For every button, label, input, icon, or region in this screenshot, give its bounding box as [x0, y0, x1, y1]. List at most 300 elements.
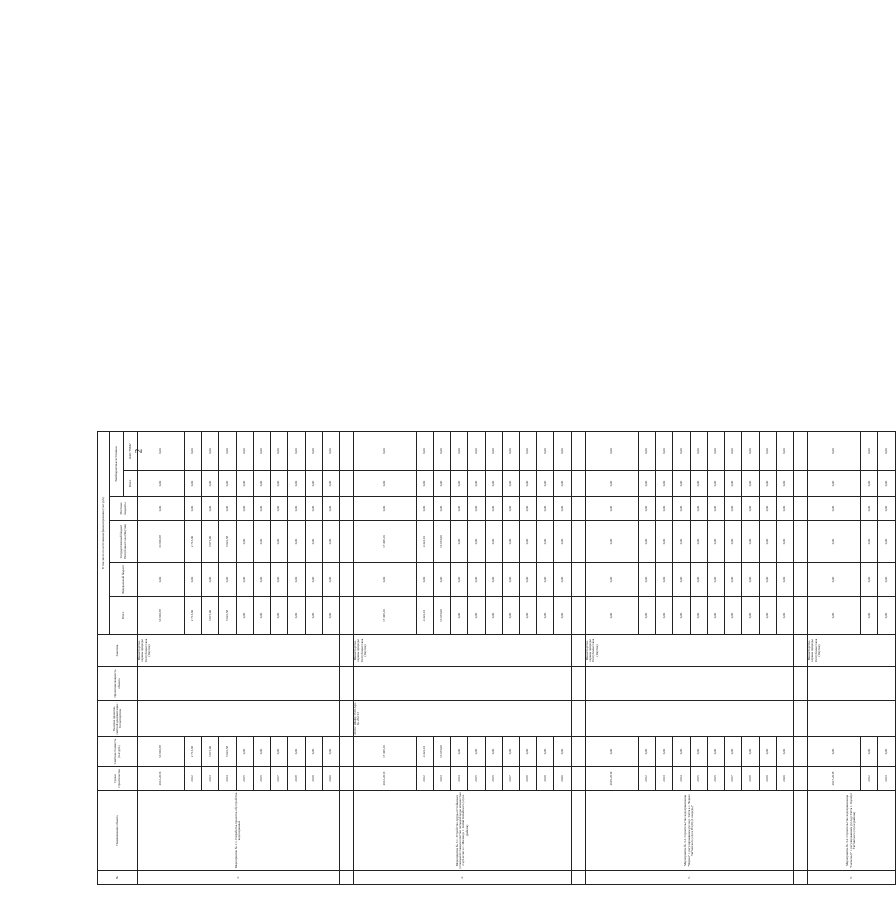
year-value: 0,00	[707, 597, 724, 635]
year-value: 0,00	[742, 521, 759, 563]
year-value: 13 073,00	[433, 737, 450, 767]
project-name: Мероприятие № 3.4. Строительство водохранилища "Сасыльыт" с регулированием русла р.Татта с. Боробул Таттинского улуса (района)	[808, 791, 896, 871]
year-value: 0,00	[656, 471, 673, 497]
project-psd	[585, 701, 793, 737]
year-value: 0,00	[673, 597, 690, 635]
year-value: 0,00	[707, 737, 724, 767]
year-value: 0,00	[776, 737, 793, 767]
gap-cell	[571, 563, 585, 597]
year-value: 0,00	[554, 737, 571, 767]
year-value: 0,00	[878, 431, 896, 470]
year-value: 0,00	[759, 737, 776, 767]
year-value: 0,00	[519, 431, 536, 470]
investment-program-table	[97, 431, 896, 885]
year-cell: 2020	[776, 767, 793, 791]
year-value: 0,00	[202, 563, 219, 597]
year-value: 0,00	[759, 431, 776, 470]
year-value: 0,00	[725, 737, 742, 767]
year-value: 0,00	[861, 563, 878, 597]
year-value: 0,00	[519, 737, 536, 767]
year-value: 3 971,00	[202, 521, 219, 563]
gap-cell	[571, 737, 585, 767]
year-value: 2 713,06	[184, 737, 201, 767]
year-value: 0,00	[433, 497, 450, 521]
year-value: 0,00	[322, 521, 339, 563]
project-federal: 0,00	[138, 563, 185, 597]
gap-cell	[339, 701, 353, 737]
project-cost: 0,00	[585, 737, 638, 767]
year-value: 0,00	[451, 521, 468, 563]
project-row	[354, 431, 417, 884]
year-cell: 2017	[725, 767, 742, 791]
year-value: 0,00	[288, 737, 305, 767]
year-value: 0,00	[305, 521, 322, 563]
gap-cell	[793, 737, 807, 767]
year-value: 0,00	[519, 521, 536, 563]
year-value: 3 922,58	[219, 737, 236, 767]
year-value: 0,00	[690, 431, 707, 470]
year-value: 0,00	[236, 471, 253, 497]
year-cell: 2020	[322, 767, 339, 791]
year-value: 0,00	[861, 497, 878, 521]
year-value: 0,00	[861, 471, 878, 497]
rotated-table-sheet	[97, 86, 889, 885]
year-value: 0,00	[202, 497, 219, 521]
year-value: 0,00	[537, 431, 554, 470]
year-cell: 2016	[253, 767, 270, 791]
gap-cell	[339, 521, 353, 563]
year-value: 0,00	[861, 521, 878, 563]
year-value: 0,00	[742, 563, 759, 597]
year-cell: 2015	[468, 767, 485, 791]
header-customer: Заказчик	[98, 635, 138, 667]
year-cell: 2016	[707, 767, 724, 791]
year-value: 0,00	[288, 521, 305, 563]
year-value: 4 422,10	[416, 521, 433, 563]
year-value: 0,00	[638, 497, 655, 521]
gap-cell	[339, 767, 353, 791]
year-cell: 2020	[554, 767, 571, 791]
year-value: 0,00	[451, 597, 468, 635]
header-term: Сроки строительства	[98, 767, 138, 791]
year-value: 0,00	[502, 471, 519, 497]
year-value: 0,00	[759, 597, 776, 635]
year-value: 0,00	[776, 563, 793, 597]
project-psd	[808, 701, 896, 737]
year-value: 0,00	[184, 431, 201, 470]
year-value: 0,00	[184, 563, 201, 597]
header-no: №	[98, 871, 138, 885]
year-cell: 2013	[433, 767, 450, 791]
year-value: 0,00	[638, 597, 655, 635]
year-cell: 2019	[537, 767, 554, 791]
project-psd	[138, 701, 340, 737]
year-cell: 2012	[184, 767, 201, 791]
year-value: 0,00	[861, 597, 878, 635]
header-federal: Федеральный бюджет	[110, 563, 138, 597]
year-value: 0,00	[502, 497, 519, 521]
year-value: 0,00	[537, 521, 554, 563]
year-cell: 2014	[451, 767, 468, 791]
year-value: 0,00	[878, 563, 896, 597]
year-value: 0,00	[253, 497, 270, 521]
year-value: 0,00	[656, 431, 673, 470]
project-customer: Министерство охраны природы Республики Саха (Якутия)	[354, 635, 572, 667]
year-value: 0,00	[638, 563, 655, 597]
year-value: 0,00	[776, 471, 793, 497]
project-no: 5.	[585, 871, 793, 885]
year-value: 0,00	[537, 563, 554, 597]
table-body	[138, 431, 896, 884]
year-value: 0,00	[485, 497, 502, 521]
year-value: 0,00	[433, 471, 450, 497]
year-value: 0,00	[502, 431, 519, 470]
project-extra-total: 0,00	[354, 471, 417, 497]
year-value: 0,00	[305, 597, 322, 635]
project-local: 0,00	[354, 497, 417, 521]
year-value: 0,00	[502, 597, 519, 635]
gap-cell	[339, 497, 353, 521]
gap-cell	[793, 497, 807, 521]
year-cell: 2017	[502, 767, 519, 791]
year-value: 0,00	[742, 497, 759, 521]
year-value: 0,00	[554, 597, 571, 635]
year-value: 0,00	[707, 431, 724, 470]
year-value: 0,00	[485, 431, 502, 470]
year-value: 0,00	[236, 431, 253, 470]
project-psd: 2010 г. Шифр 1510 Арх. № 202/13	[354, 701, 572, 737]
year-value: 0,00	[707, 563, 724, 597]
year-value: 3 922,58	[219, 597, 236, 635]
year-value: 0,00	[690, 563, 707, 597]
year-value: 0,00	[502, 521, 519, 563]
page-number: 2	[133, 448, 144, 454]
year-value: 0,00	[416, 497, 433, 521]
year-value: 0,00	[725, 563, 742, 597]
project-name: Мероприятие № 3.1. Устройство пруда-отстойника и установкой станции очистки питьевой воды мощностью 2 куб.м/час в с. Мичиндэ с. Кобяй Кобяйского улуса (района)	[354, 791, 572, 871]
year-value: 0,00	[236, 597, 253, 635]
project-customer: Министерство охраны природы Республики Саха (Якутия)	[138, 635, 340, 667]
gap-cell	[793, 431, 807, 470]
gap-cell	[339, 431, 353, 470]
project-federal: 0,00	[808, 563, 861, 597]
year-value: 0,00	[656, 563, 673, 597]
header-cost: Сметная стоимость (тыс.руб.)	[98, 737, 138, 767]
year-value: 0,00	[236, 521, 253, 563]
year-value: 2 713,00	[184, 521, 201, 563]
header-extra-group: Внебюджетные источники	[110, 431, 124, 496]
project-power	[808, 667, 896, 701]
year-value: 0,00	[219, 471, 236, 497]
year-value: 0,00	[656, 597, 673, 635]
project-power	[354, 667, 572, 701]
year-value: 0,00	[416, 431, 433, 470]
year-value: 0,00	[759, 471, 776, 497]
year-value: 0,00	[759, 563, 776, 597]
year-value: 0,00	[690, 521, 707, 563]
year-value: 0,00	[271, 521, 288, 563]
project-state: 10 606,58	[138, 521, 185, 563]
year-value: 0,00	[707, 471, 724, 497]
year-value: 0,00	[707, 521, 724, 563]
year-cell: 2016	[485, 767, 502, 791]
year-value: 0,00	[271, 471, 288, 497]
gap-cell	[793, 471, 807, 497]
year-value: 0,00	[416, 563, 433, 597]
year-value: 0,00	[253, 737, 270, 767]
year-value: 0,00	[485, 563, 502, 597]
year-value: 3 971,00	[202, 737, 219, 767]
year-value: 0,00	[673, 431, 690, 470]
year-value: 0,00	[202, 431, 219, 470]
year-value: 0,00	[184, 471, 201, 497]
header-funding-group: В том числе по источникам финансирования (тыс.руб.)	[98, 431, 110, 634]
gap-cell	[571, 635, 585, 667]
project-state: 0,00	[585, 521, 638, 563]
year-value: 0,00	[759, 497, 776, 521]
year-value: 0,00	[451, 431, 468, 470]
gap-cell	[793, 597, 807, 635]
project-state: 0,00	[808, 521, 861, 563]
project-cost: 0,00	[808, 737, 861, 767]
year-value: 0,00	[288, 431, 305, 470]
project-total: 0,00	[808, 597, 861, 635]
project-federal: 0,00	[585, 563, 638, 597]
project-row	[585, 431, 638, 884]
project-customer: Министерство охраны природы Республики Саха (Якутия)	[808, 635, 896, 667]
project-extra-company: 0,00	[585, 431, 638, 470]
project-extra-total: 0,00	[585, 471, 638, 497]
gap-cell	[793, 701, 807, 737]
section-gap-row	[793, 431, 807, 884]
gap-cell	[339, 737, 353, 767]
gap-cell	[793, 767, 807, 791]
year-value: 0,00	[288, 563, 305, 597]
project-extra-total: 0,00	[138, 471, 185, 497]
year-value: 0,00	[271, 431, 288, 470]
year-value: 0,00	[219, 431, 236, 470]
year-value: 0,00	[725, 471, 742, 497]
header-power: Проектная мощность объекта	[98, 667, 138, 701]
year-value: 0,00	[202, 471, 219, 497]
project-extra-company: 0,00	[138, 431, 185, 470]
year-value: 0,00	[322, 737, 339, 767]
project-local: 0,00	[585, 497, 638, 521]
year-cell: 2018	[742, 767, 759, 791]
year-value: 0,00	[537, 597, 554, 635]
year-cell: 2014	[219, 767, 236, 791]
year-cell: 2019	[759, 767, 776, 791]
project-cost: 10 606,58	[138, 737, 185, 767]
project-local: 0,00	[808, 497, 861, 521]
year-value: 0,00	[288, 471, 305, 497]
year-value: 0,00	[554, 471, 571, 497]
year-value: 0,00	[554, 497, 571, 521]
gap-cell	[571, 497, 585, 521]
year-value: 0,00	[638, 737, 655, 767]
year-value: 0,00	[451, 737, 468, 767]
project-row	[808, 431, 861, 884]
header-local: Местные бюджеты	[110, 497, 138, 521]
project-federal: 0,00	[354, 563, 417, 597]
gap-cell	[339, 871, 353, 885]
year-value: 0,00	[725, 597, 742, 635]
project-local: 0,00	[138, 497, 185, 521]
project-name: Мероприятие № 3.3. Строительство водохранилища "Черкех" с регулированием русла р. Татта в с. Черкех Таттинского улуса РС(Я) (2 очередь)"	[585, 791, 793, 871]
year-value: 0,00	[468, 431, 485, 470]
gap-cell	[339, 597, 353, 635]
year-value: 0,00	[776, 497, 793, 521]
project-no: 3.	[138, 871, 340, 885]
year-value: 0,00	[776, 597, 793, 635]
header-extra-total: Всего	[124, 471, 138, 497]
year-value: 0,00	[184, 497, 201, 521]
gap-cell	[571, 767, 585, 791]
gap-cell	[571, 521, 585, 563]
year-value: 0,00	[271, 597, 288, 635]
year-cell: 2017	[271, 767, 288, 791]
project-total: 10 606,58	[138, 597, 185, 635]
year-value: 0,00	[554, 431, 571, 470]
year-value: 0,00	[638, 471, 655, 497]
project-extra-company: 0,00	[808, 431, 861, 470]
year-value: 0,00	[468, 737, 485, 767]
gap-cell	[793, 871, 807, 885]
project-row	[138, 431, 185, 884]
year-value: 0,00	[468, 497, 485, 521]
project-name: Мероприятие № 1.1. Разработка проектов обустройства водоохранных	[138, 791, 340, 871]
project-total: 0,00	[585, 597, 638, 635]
year-value: 0,00	[878, 471, 896, 497]
year-value: 0,00	[776, 431, 793, 470]
year-value: 0,00	[485, 521, 502, 563]
year-cell: 2012	[416, 767, 433, 791]
year-value: 0,00	[253, 597, 270, 635]
year-value: 0,00	[690, 597, 707, 635]
year-value: 0,00	[690, 471, 707, 497]
year-value: 0,00	[219, 497, 236, 521]
year-value: 0,00	[519, 497, 536, 521]
gap-cell	[339, 791, 353, 871]
gap-cell	[793, 791, 807, 871]
year-value: 0,00	[656, 521, 673, 563]
gap-cell	[793, 521, 807, 563]
project-no: 4.	[354, 871, 572, 885]
year-value: 0,00	[554, 563, 571, 597]
year-value: 0,00	[656, 497, 673, 521]
project-term: 2012-2016	[138, 767, 185, 791]
gap-cell	[571, 597, 585, 635]
year-value: 0,00	[485, 471, 502, 497]
year-value: 0,00	[236, 563, 253, 597]
year-value: 0,00	[305, 471, 322, 497]
year-value: 13 073,00	[433, 521, 450, 563]
year-value: 0,00	[322, 597, 339, 635]
gap-cell	[793, 635, 807, 667]
project-extra-total: 0,00	[808, 471, 861, 497]
project-cost: 17 495,10	[354, 737, 417, 767]
year-value: 0,00	[468, 521, 485, 563]
year-value: 0,00	[725, 431, 742, 470]
year-value: 0,00	[253, 521, 270, 563]
year-value: 0,00	[638, 521, 655, 563]
gap-cell	[571, 701, 585, 737]
year-value: 0,00	[861, 431, 878, 470]
year-cell: 2012	[638, 767, 655, 791]
project-term: 2018-2019	[585, 767, 638, 791]
table-header	[98, 431, 138, 884]
project-power	[138, 667, 340, 701]
year-value: 13 073,00	[433, 597, 450, 635]
project-total: 17 495,10	[354, 597, 417, 635]
year-value: 0,00	[236, 497, 253, 521]
year-value: 0,00	[305, 497, 322, 521]
year-cell: 2013	[656, 767, 673, 791]
year-value: 0,00	[322, 563, 339, 597]
year-cell: 2012	[861, 767, 878, 791]
year-value: 0,00	[502, 563, 519, 597]
year-value: 0,00	[468, 563, 485, 597]
year-value: 0,00	[554, 521, 571, 563]
year-value: 0,00	[742, 431, 759, 470]
year-value: 0,00	[742, 597, 759, 635]
year-value: 0,00	[673, 737, 690, 767]
year-value: 0,00	[537, 497, 554, 521]
year-value: 0,00	[253, 563, 270, 597]
year-cell: 2018	[288, 767, 305, 791]
year-value: 0,00	[288, 497, 305, 521]
year-cell: 2013	[878, 767, 896, 791]
year-cell: 2014	[673, 767, 690, 791]
year-value: 0,00	[742, 737, 759, 767]
gap-cell	[571, 667, 585, 701]
year-value: 0,00	[519, 471, 536, 497]
year-value: 0,00	[656, 737, 673, 767]
gap-cell	[339, 471, 353, 497]
header-extra-company: ОАО "РЖК"	[124, 431, 138, 470]
year-value: 4 422,10	[416, 737, 433, 767]
year-value: 0,00	[759, 521, 776, 563]
year-value: 2 713,00	[184, 597, 201, 635]
year-value: 0,00	[253, 471, 270, 497]
year-value: 0,00	[322, 431, 339, 470]
year-value: 0,00	[416, 471, 433, 497]
project-extra-company: 0,00	[354, 431, 417, 470]
gap-cell	[571, 791, 585, 871]
gap-cell	[571, 471, 585, 497]
gap-cell	[339, 667, 353, 701]
year-value: 0,00	[236, 737, 253, 767]
year-value: 0,00	[519, 597, 536, 635]
year-value: 0,00	[271, 563, 288, 597]
header-name: Наименование объекта	[98, 791, 138, 871]
year-cell: 2013	[202, 767, 219, 791]
year-value: 0,00	[468, 471, 485, 497]
year-value: 0,00	[690, 737, 707, 767]
year-value: 0,00	[878, 737, 896, 767]
gap-cell	[339, 635, 353, 667]
year-value: 0,00	[673, 563, 690, 597]
year-value: 0,00	[305, 737, 322, 767]
year-value: 0,00	[707, 497, 724, 521]
year-value: 0,00	[305, 431, 322, 470]
gap-cell	[793, 667, 807, 701]
header-total: Всего	[110, 597, 138, 635]
gap-cell	[571, 871, 585, 885]
year-value: 0,00	[638, 431, 655, 470]
year-value: 0,00	[485, 737, 502, 767]
project-state: 17 495,10	[354, 521, 417, 563]
